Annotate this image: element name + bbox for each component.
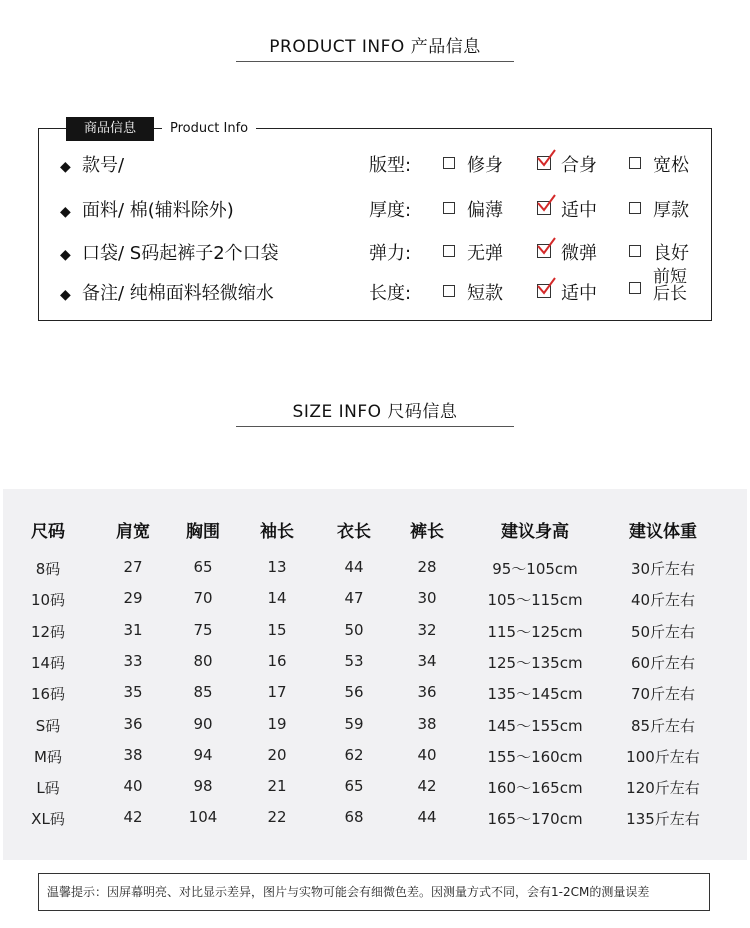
table-cell: 50 <box>344 620 364 639</box>
table-cell: 38 <box>417 714 437 733</box>
table-cell: 38 <box>123 745 143 764</box>
table-cell: 22 <box>267 808 287 827</box>
table-header-cell: 建议体重 <box>629 522 697 542</box>
table-cell: 34 <box>417 651 437 670</box>
table-cell: 100斤左右 <box>626 747 700 766</box>
diamond-bullet-icon: ◆ <box>60 247 71 263</box>
table-cell: 155～160cm <box>487 747 583 766</box>
product-detail-label: 面料/ 棉(辅料除外) <box>82 200 234 221</box>
checkbox-icon <box>443 202 455 214</box>
table-cell: 16码 <box>30 685 66 704</box>
table-cell: 21 <box>267 777 287 796</box>
table-cell: 32 <box>417 620 437 639</box>
table-cell: 33 <box>123 651 143 670</box>
table-cell: M码 <box>34 747 62 766</box>
table-cell: 68 <box>344 808 364 827</box>
checkbox-icon <box>629 157 641 169</box>
table-cell: XL码 <box>31 810 65 829</box>
table-header-cell: 肩宽 <box>116 522 150 542</box>
diamond-bullet-icon: ◆ <box>60 287 71 303</box>
product-detail-row <box>60 241 279 267</box>
table-header-cell: 袖长 <box>260 522 294 542</box>
checked-checkbox-icon <box>537 284 551 298</box>
attribute-option <box>537 281 597 307</box>
attribute-option <box>537 241 597 267</box>
product-title-underline <box>236 61 514 62</box>
table-cell: 160～165cm <box>487 779 583 798</box>
table-cell: 42 <box>417 777 437 796</box>
attribute-option <box>629 241 689 267</box>
table-cell: 40斤左右 <box>630 591 696 610</box>
attribute-option <box>537 198 597 224</box>
size-table <box>3 489 747 860</box>
table-cell: 90 <box>193 714 213 733</box>
option-label: 短款 <box>467 283 503 304</box>
checked-checkbox-icon <box>537 201 551 215</box>
option-label: 适中 <box>561 283 597 304</box>
table-cell: 36 <box>417 683 437 702</box>
table-header-cell: 建议身高 <box>501 522 569 542</box>
attribute-label: 厚度: <box>369 200 412 221</box>
table-header-cell: 尺码 <box>31 522 65 542</box>
diamond-bullet-icon: ◆ <box>60 159 71 175</box>
table-cell: 15 <box>267 620 287 639</box>
disclaimer-note: 温馨提示：因屏幕明亮、对比显示差异，图片与实物可能会有细微色差。因测量方式不同，会有1-2CM的测量误差 <box>38 873 710 911</box>
diamond-bullet-icon: ◆ <box>60 204 71 220</box>
option-label: 前短 后长 <box>653 267 687 304</box>
table-cell: 85斤左右 <box>630 716 696 735</box>
checkbox-icon <box>629 245 641 257</box>
table-cell: 59 <box>344 714 364 733</box>
table-cell: 44 <box>344 558 364 576</box>
product-detail-label: 口袋/ S码起裤子2个口袋 <box>82 243 279 264</box>
attribute-option <box>537 153 597 179</box>
table-cell: 17 <box>267 683 287 702</box>
table-cell: 120斤左右 <box>626 779 700 798</box>
attribute-option <box>443 198 503 224</box>
attribute-option <box>443 153 503 179</box>
table-cell: 85 <box>193 683 213 702</box>
table-header-cell: 裤长 <box>410 522 444 542</box>
table-cell: 30斤左右 <box>630 560 696 578</box>
option-label: 厚款 <box>653 200 689 221</box>
table-cell: S码 <box>35 716 61 735</box>
table-cell: 14码 <box>30 653 66 672</box>
attribute-option <box>443 281 503 307</box>
option-label: 适中 <box>561 200 597 221</box>
size-title-underline <box>236 426 514 427</box>
attribute-label: 长度: <box>369 283 412 304</box>
table-cell: 40 <box>123 777 143 796</box>
product-detail-label: 备注/ 纯棉面料轻微缩水 <box>82 283 274 304</box>
attribute-label: 版型: <box>369 155 412 176</box>
table-cell: 35 <box>123 683 143 702</box>
table-cell: 95～105cm <box>492 560 578 578</box>
table-cell: 40 <box>417 745 437 764</box>
table-cell: 20 <box>267 745 287 764</box>
size-info-title: SIZE INFO 尺码信息 <box>292 402 458 422</box>
table-cell: 115～125cm <box>487 622 583 641</box>
table-cell: 135斤左右 <box>626 810 700 829</box>
product-info-title: PRODUCT INFO 产品信息 <box>269 37 481 57</box>
checkbox-icon <box>629 282 641 294</box>
table-cell: 12码 <box>30 622 66 641</box>
table-cell: 94 <box>193 745 213 764</box>
table-cell: 28 <box>417 558 437 576</box>
table-cell: 145～155cm <box>487 716 583 735</box>
table-cell: 50斤左右 <box>630 622 696 641</box>
table-cell: 80 <box>193 651 213 670</box>
table-cell: 53 <box>344 651 364 670</box>
checked-checkbox-icon <box>537 156 551 170</box>
option-label: 良好 <box>653 243 689 264</box>
table-cell: 62 <box>344 745 364 764</box>
table-cell: 70斤左右 <box>630 685 696 704</box>
table-header-cell: 胸围 <box>186 522 220 542</box>
table-cell: 44 <box>417 808 437 827</box>
table-cell: 13 <box>267 558 287 576</box>
attribute-option <box>629 153 689 179</box>
checked-checkbox-icon <box>537 244 551 258</box>
table-cell: 165～170cm <box>487 810 583 829</box>
table-cell: 125～135cm <box>487 653 583 672</box>
table-cell: 16 <box>267 651 287 670</box>
product-detail-row <box>60 198 234 224</box>
checkbox-icon <box>443 285 455 297</box>
table-cell: 75 <box>193 620 213 639</box>
option-label: 宽松 <box>653 155 689 176</box>
product-info-badge: 商品信息 <box>66 117 154 141</box>
product-detail-row <box>60 153 124 179</box>
table-cell: 14 <box>267 589 287 608</box>
checkbox-icon <box>443 245 455 257</box>
attribute-option <box>443 241 503 267</box>
option-label: 微弹 <box>561 243 597 264</box>
table-cell: 36 <box>123 714 143 733</box>
attribute-label: 弹力: <box>369 243 412 264</box>
table-cell: 29 <box>123 589 143 608</box>
option-label: 修身 <box>467 155 503 176</box>
table-cell: 30 <box>417 589 437 608</box>
table-cell: 42 <box>123 808 143 827</box>
table-cell: 27 <box>123 558 143 576</box>
option-label: 偏薄 <box>467 200 503 221</box>
table-header-cell: 衣长 <box>337 522 371 542</box>
product-detail-label: 款号/ <box>82 155 125 176</box>
table-cell: 105～115cm <box>487 591 583 610</box>
table-cell: 60斤左右 <box>630 653 696 672</box>
table-cell: 8码 <box>35 560 61 578</box>
product-detail-row <box>60 281 274 307</box>
option-label: 无弹 <box>467 243 503 264</box>
table-cell: 31 <box>123 620 143 639</box>
table-cell: 65 <box>344 777 364 796</box>
table-cell: 47 <box>344 589 364 608</box>
table-cell: 10码 <box>30 591 66 610</box>
attribute-option <box>629 198 689 224</box>
table-cell: 65 <box>193 558 213 576</box>
product-info-subtitle: Product Info <box>162 117 256 141</box>
checkbox-icon <box>443 157 455 169</box>
table-cell: L码 <box>36 779 60 798</box>
table-cell: 104 <box>188 808 218 827</box>
table-cell: 135～145cm <box>487 685 583 704</box>
table-cell: 56 <box>344 683 364 702</box>
checkbox-icon <box>629 202 641 214</box>
option-label: 合身 <box>561 155 597 176</box>
table-cell: 98 <box>193 777 213 796</box>
table-cell: 70 <box>193 589 213 608</box>
table-cell: 19 <box>267 714 287 733</box>
